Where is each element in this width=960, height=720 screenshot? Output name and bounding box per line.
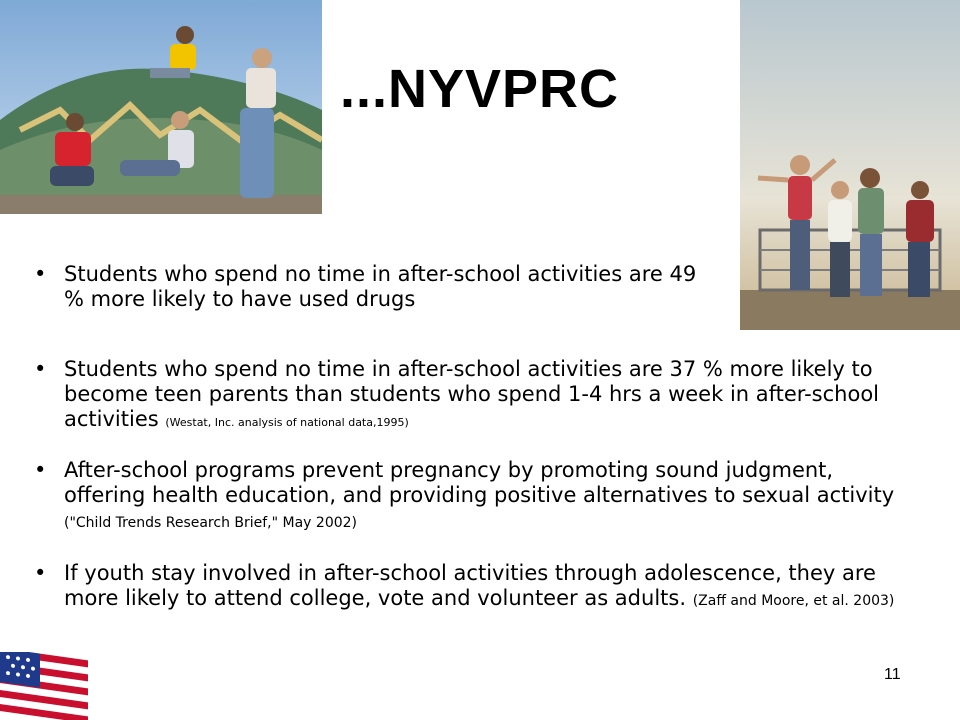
bullet-item-1 <box>34 262 714 312</box>
bullet-text: Students who spend no time in after-school activities are 49 % more likely to have used drugs <box>64 262 697 311</box>
teens-on-wall-photo <box>0 0 322 214</box>
bullet-item-4 <box>34 561 914 614</box>
bullet-glyph: • <box>34 262 47 286</box>
bullet-citation: (Zaff and Moore, et al. 2003) <box>692 593 895 609</box>
bullet-glyph: • <box>34 561 47 585</box>
teens-on-carts-photo <box>740 0 960 330</box>
bullet-text: Students who spend no time in after-school activities are 37 % more likely to become teen parents than students who spend 1-4 hrs a week in after-school activities <box>64 357 880 431</box>
page-number: 11 <box>884 666 901 683</box>
bullet-citation: (Westat, Inc. analysis of national data,1995) <box>165 416 409 429</box>
bullet-citation: ("Child Trends Research Brief," May 2002) <box>64 515 358 531</box>
bullet-item-3 <box>34 458 914 536</box>
bullet-glyph: • <box>34 458 47 482</box>
bullet-item-2 <box>34 357 914 435</box>
bullet-text: If youth stay involved in after-school activities through adolescence, they are more likely to attend college, vote and volunteer as adults. <box>64 561 876 610</box>
bullet-glyph: • <box>34 357 47 381</box>
american-flag-image <box>0 652 88 720</box>
bullet-text: After-school programs prevent pregnancy by promoting sound judgment, offering health education, and providing positive alternatives to sexual activity <box>64 458 895 507</box>
slide-title: ...NYVPRC <box>340 59 620 119</box>
